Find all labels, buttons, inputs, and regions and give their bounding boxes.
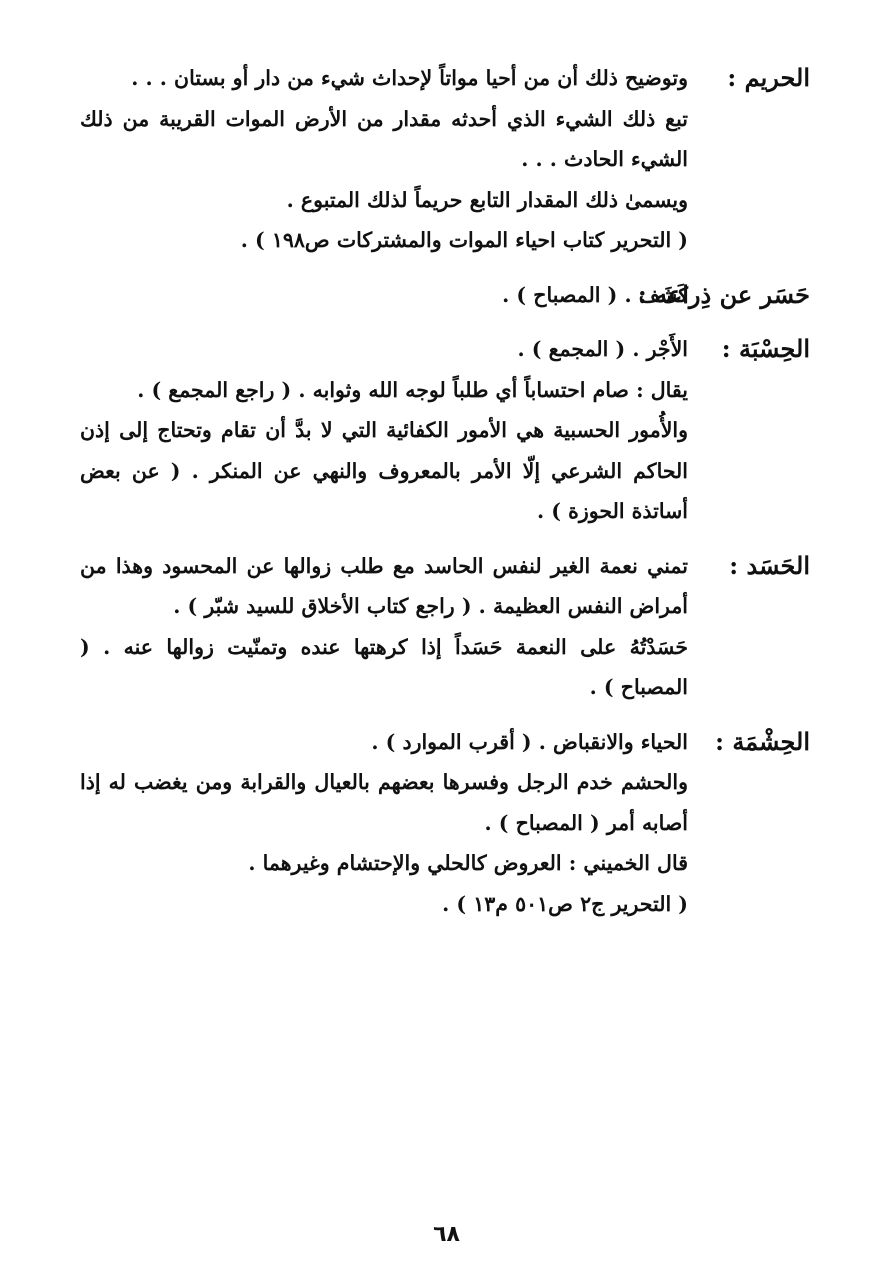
entry-hishma: [80, 722, 810, 925]
entry-definitions: [80, 546, 688, 708]
definition-line: كَشَف . ( المصباح ) .: [502, 282, 688, 307]
definition-line: ويسمىٰ ذلك المقدار التابع حريماً لذلك المتبوع .: [286, 187, 688, 212]
definition-line: الحياء والانقباض . ( أقرب الموارد ) .: [371, 729, 688, 754]
entry-definitions: [80, 722, 688, 925]
entry-term: الحريم :: [727, 63, 810, 92]
page-number: ٦٨: [433, 1222, 460, 1247]
definition-line: الأَجْر . ( المجمع ) .: [517, 337, 688, 361]
entry-term: الحِسْبَة :: [721, 334, 810, 363]
entry-definitions: [80, 275, 688, 316]
definition-line: والأُمور الحسبية هي الأمور الكفائية التي لا بدَّ أن تقام وتحتاج إلى إذن الحاكم الشرعي إلّا الأمر بالمعروف والنهي عن المنكر . ( عن بعض أساتذة الحوزة ) .: [80, 418, 688, 523]
definition-line: قال الخميني : العروض كالحلي والإحتشام وغيرهما .: [248, 851, 688, 875]
definition-line: يقال : صام احتساباً أي طلباً لوجه الله وثوابه . ( راجع المجمع ) .: [137, 377, 688, 402]
entry-definitions: [80, 329, 688, 532]
definition-line: ( التحرير كتاب احياء الموات والمشتركات ص١٩٨ ) .: [240, 228, 688, 252]
entry-definitions: [80, 58, 688, 261]
definition-line: ( التحرير ج٢ ص٥٠١ م١٣ ) .: [442, 891, 688, 916]
dictionary-page: [80, 58, 810, 938]
entry-term: حَسَر عن ذِراعه :: [637, 279, 810, 309]
entry-term: الحَسَد :: [729, 550, 810, 580]
definition-line: حَسَدْتُهُ على النعمة حَسَداً إذا كرهتها عنده وتمنّيت زوالها عنه . ( المصباح ) .: [80, 634, 688, 699]
entry-hasad: [80, 546, 810, 708]
entry-hisba: [80, 329, 810, 532]
entry-hareem: [80, 58, 810, 261]
definition-line: والحشم خدم الرجل وفسرها بعضهم بالعيال والقرابة ومن يغضب له إذا أصابه أمر ( المصباح ) .: [80, 770, 688, 835]
entry-term: الحِشْمَة :: [715, 726, 810, 756]
definition-line: وتوضيح ذلك أن من أحيا مواتاً لإحداث شيء من دار أو بستان . . .: [131, 66, 688, 90]
definition-line: تبع ذلك الشيء الذي أحدثه مقدار من الأرض الموات القريبة من ذلك الشيء الحادث . . .: [80, 106, 688, 171]
entry-hasara: [80, 275, 810, 316]
definition-line: تمني نعمة الغير لنفس الحاسد مع طلب زوالها عن المحسود وهذا من أمراض النفس العظيمة . ( راجع كتاب الأخلاق للسيد شبّر ) .: [80, 553, 688, 618]
